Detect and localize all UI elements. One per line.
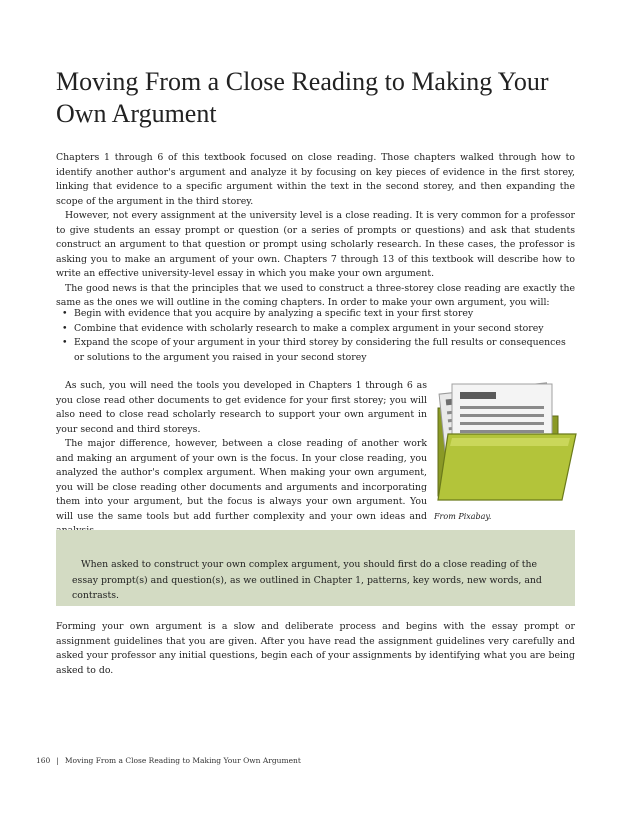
- closing-section: [56, 620, 575, 678]
- paragraph-3: The good news is that the principles that we used to construct a three-storey close reading are exactly the same as the ones we will outline in the coming chapters. In order to make your own argument, you will:: [56, 282, 575, 308]
- list-item: • Combine that evidence with scholarly research to make a complex argument in your second storey: [56, 322, 575, 337]
- list-item: • Expand the scope of your argument in your third storey by considering the full results or consequences or solutions to the argument you raised in your second storey: [56, 336, 575, 365]
- argument-steps-list: [56, 307, 575, 365]
- callout-text: When asked to construct your own complex argument, you should first do a close reading of the essay prompt(s) and question(s), as we outlined in Chapter 1, patterns, key words, new words, and contrasts.: [72, 559, 542, 601]
- paragraph-6: Forming your own argument is a slow and deliberate process and begins with the essay prompt or assignment guidelines that you are given. After you have read the assignment guidelines very carefully and asked your professor any initial questions, begin each of your assignments by identifying what you are being asked to do.: [56, 621, 575, 676]
- paragraph-4: As such, you will need the tools you developed in Chapters 1 through 6 as you close read other documents to get evidence for your first storey; you will also need to close read scholarly research to support your own argument in your second and third storeys.: [56, 380, 427, 435]
- page-number: 160: [36, 756, 51, 765]
- callout-box: [56, 530, 575, 606]
- paragraph-2: However, not every assignment at the university level is a close reading. It is very common for a professor to give students an essay prompt or question (or a series of prompts or questions) and ask that students construct an argument to that question or prompt using scholarly research. In these cases, the professor is asking you to make an argument of your own. Chapters 7 through 13 of this textbook will describe how to write an effective university-level essay in which you make your own argument.: [56, 210, 575, 279]
- paragraph-5: The major difference, however, between a close reading of another work and making an argument of your own is the focus. In your close reading, you analyzed the author's complex argument. When making your own argument, you will be close reading other documents and arguments and incorporating them into your argument, but the focus is always your own argument. You will use the same tools but add further complexity and your own ideas and: [56, 438, 427, 522]
- folder-with-documents-icon: [430, 378, 578, 508]
- page-title: Moving From a Close Reading to Making Your Own Argument: [56, 67, 549, 128]
- running-title: Moving From a Close Reading to Making Your Own Argument: [64, 756, 301, 765]
- paragraph-1: Chapters 1 through 6 of this textbook focused on close reading. Those chapters walked through how to identify another author's argument and analyze it by focusing on key pieces of evidence in the first storey, linking that evidence to a specific argument within the text in the second storey, and then expanding the scope of the argument in the third storey.: [56, 152, 575, 207]
- list-item: • Begin with evidence that you acquire by analyzing a specific text in your first storey: [56, 307, 575, 322]
- footer-separator: |: [56, 756, 59, 765]
- figure-caption: From Pixabay.: [434, 512, 492, 521]
- figure-wrap-section: [56, 379, 427, 539]
- intro-section: [56, 151, 575, 311]
- page-footer: [33, 756, 304, 765]
